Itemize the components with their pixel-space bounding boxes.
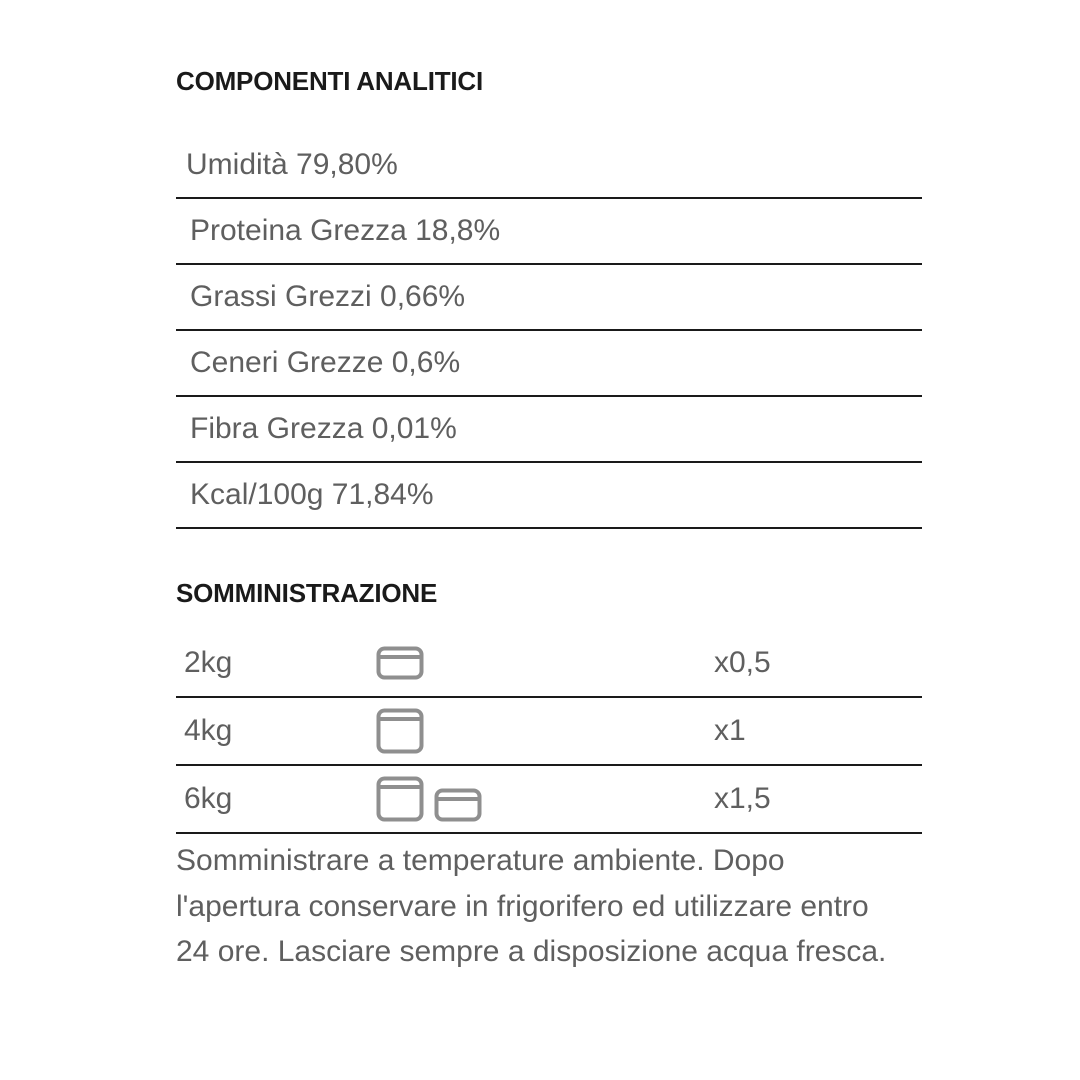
analysis-row — [176, 463, 922, 529]
analysis-value: Umidità 79,80% — [186, 148, 398, 181]
analysis-row — [176, 397, 922, 463]
analysis-value: Fibra Grezza 0,01% — [190, 412, 457, 445]
feeding-quantity: x1,5 — [714, 782, 771, 815]
analysis-row — [176, 331, 922, 397]
analysis-row — [176, 199, 922, 265]
feeding-table — [176, 630, 922, 834]
feeding-weight: 4kg — [184, 714, 233, 747]
feeding-icons — [376, 776, 482, 822]
analysis-value: Grassi Grezzi 0,66% — [190, 280, 466, 313]
analysis-value: Kcal/100g 71,84% — [190, 478, 434, 511]
analysis-value: Proteina Grezza 18,8% — [190, 214, 501, 247]
feeding-note: Somministrare a temperature ambiente. Dopo l'apertura conservare in frigorifero ed utilizzare entro 24 ore. Lasciare sempre a disposizione acqua fresca. — [176, 844, 887, 968]
feeding-quantity: x1 — [714, 714, 746, 747]
feeding-row — [176, 630, 922, 698]
feeding-row — [176, 698, 922, 766]
tall-can-icon — [376, 776, 424, 822]
analysis-value: Ceneri Grezze 0,6% — [190, 346, 461, 379]
feeding-quantity: x0,5 — [714, 646, 771, 679]
small-can-icon — [434, 788, 482, 822]
tall-can-icon — [376, 708, 424, 754]
analysis-row — [176, 133, 922, 199]
feeding-weight: 2kg — [184, 646, 233, 679]
small-can-icon — [376, 646, 424, 680]
feeding-icons — [376, 646, 424, 680]
analysis-heading: COMPONENTI ANALITICI — [176, 66, 484, 96]
analysis-table — [176, 133, 922, 529]
feeding-row — [176, 766, 922, 834]
feeding-icons — [376, 708, 424, 754]
feeding-heading: SOMMINISTRAZIONE — [176, 578, 438, 608]
analysis-row — [176, 265, 922, 331]
feeding-weight: 6kg — [184, 782, 233, 815]
